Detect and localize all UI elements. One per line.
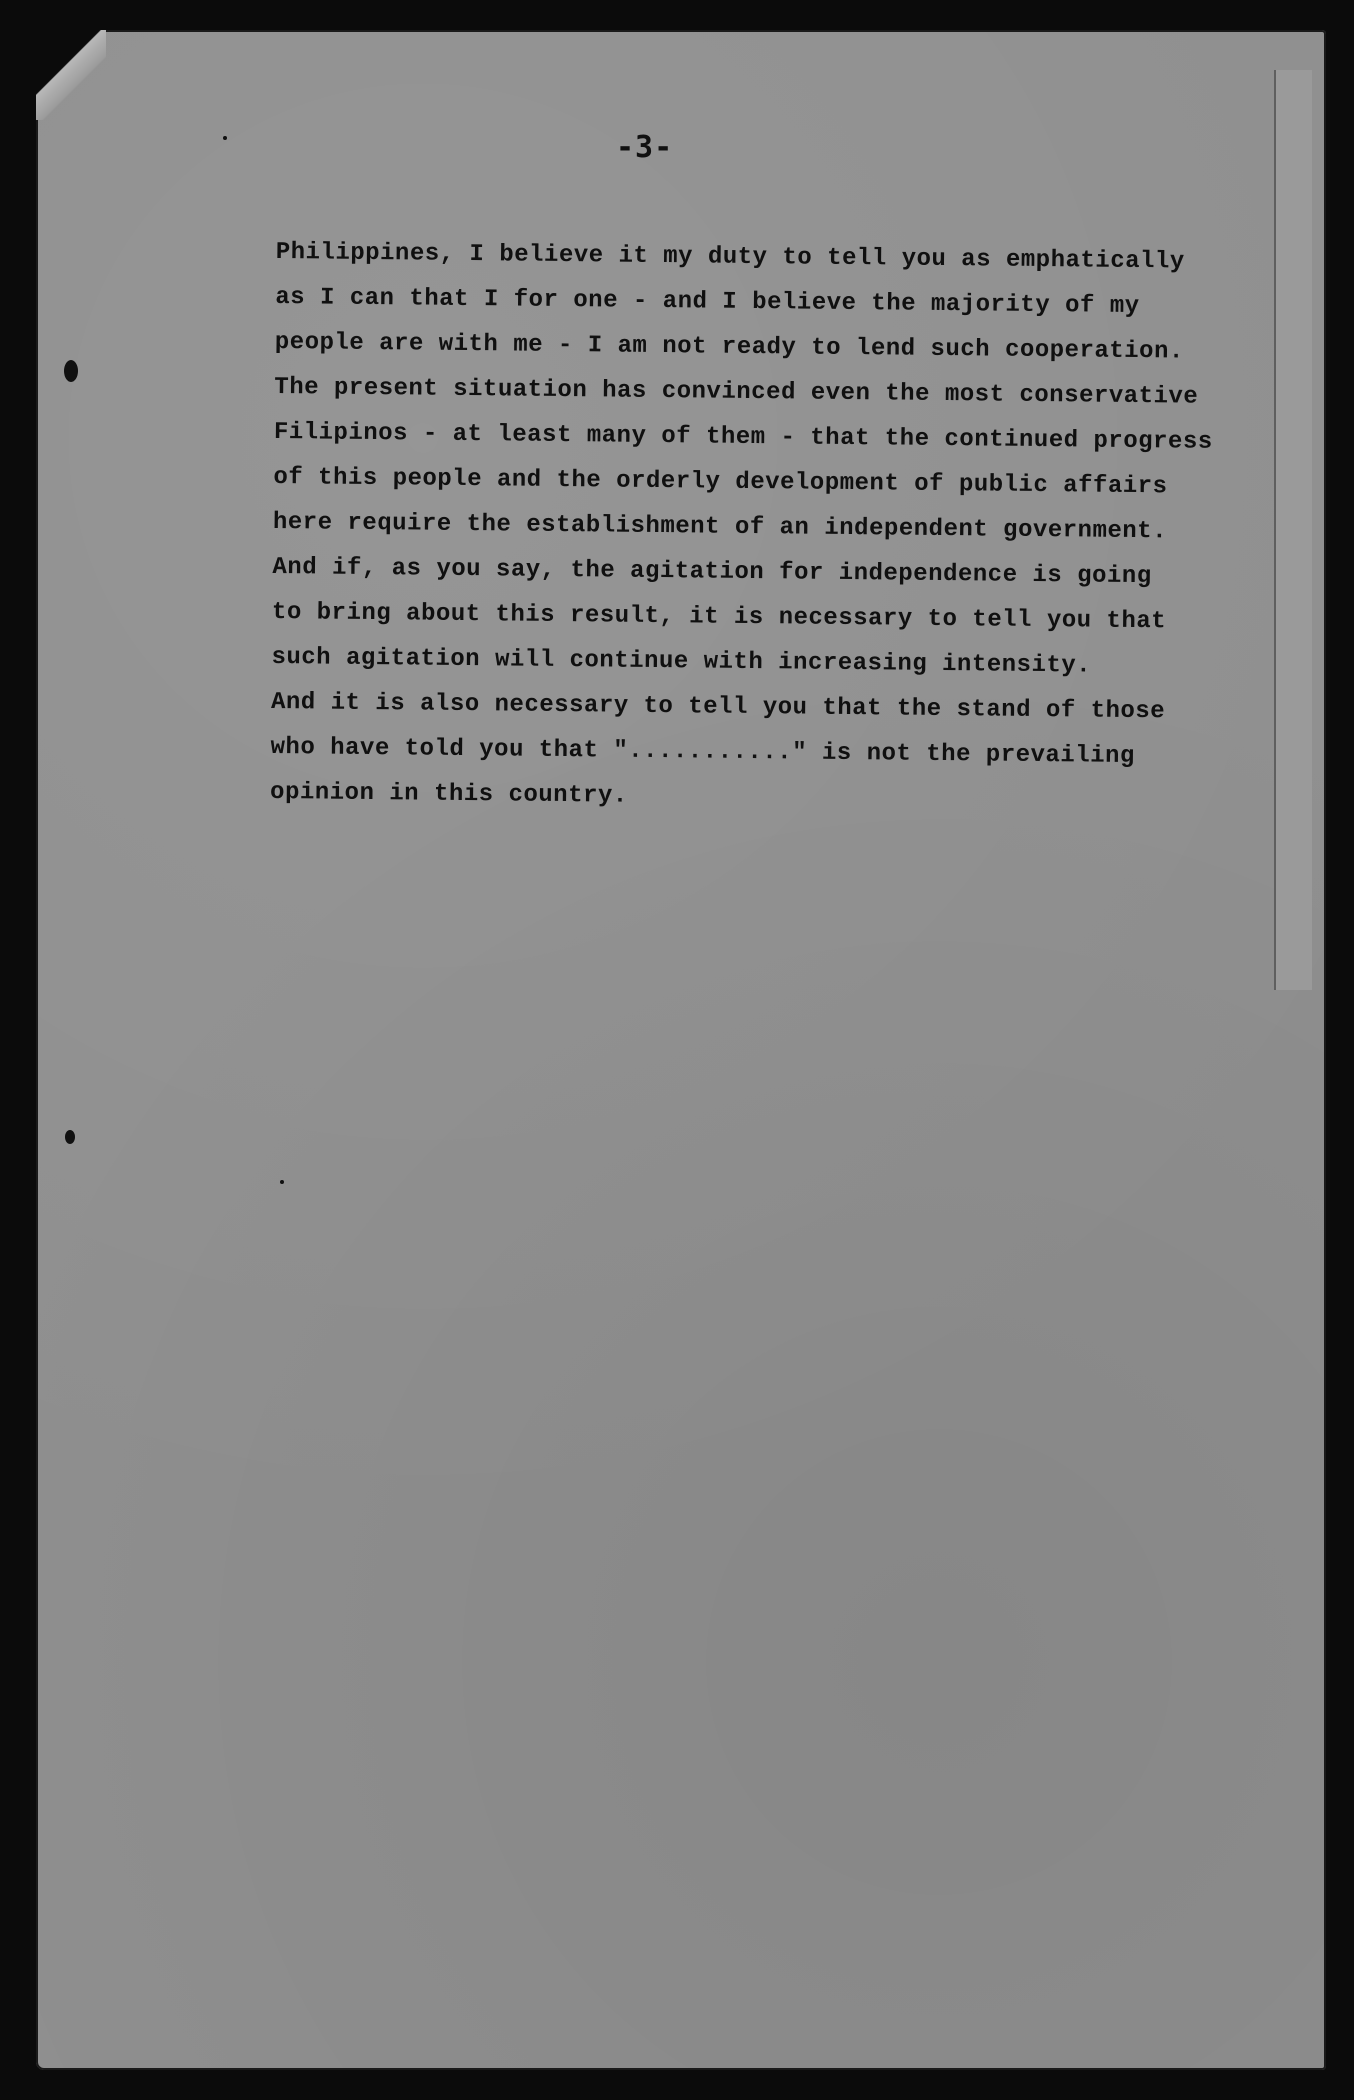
- page-number: -3-: [616, 130, 674, 165]
- text-line: who have told you that "..........." is not the prevailing: [270, 733, 1136, 771]
- text-line: people are with me - I am not ready to lend such cooperation.: [274, 328, 1184, 366]
- text-line: of this people and the orderly development of public affairs: [273, 463, 1168, 501]
- text-line: The present situation has convinced even the most conservative: [274, 373, 1199, 411]
- folded-corner: [36, 30, 106, 120]
- text-line: And it is also necessary to tell you that the stand of those: [270, 688, 1166, 726]
- text-line: as I can that I for one - and I believe the majority of my: [275, 283, 1140, 321]
- paper-sheet: [36, 30, 1326, 2070]
- text-line: opinion in this country.: [269, 778, 628, 810]
- ink-blot: [64, 360, 78, 382]
- text-line: to bring about this result, it is necessary to tell you that: [271, 598, 1167, 636]
- typed-paragraph: [270, 230, 1316, 826]
- text-line: Filipinos - at least many of them - that the continued progress: [273, 418, 1213, 456]
- text-line: such agitation will continue with increasing intensity.: [271, 643, 1092, 680]
- ink-speck: [223, 136, 227, 140]
- text-line: And if, as you say, the agitation for independence is going: [272, 553, 1152, 591]
- ink-blot: [65, 1130, 75, 1144]
- ink-speck: [280, 1180, 284, 1184]
- text-line: here require the establishment of an independent government.: [272, 508, 1168, 546]
- text-line: Philippines, I believe it my duty to tell you as emphatically: [275, 238, 1185, 276]
